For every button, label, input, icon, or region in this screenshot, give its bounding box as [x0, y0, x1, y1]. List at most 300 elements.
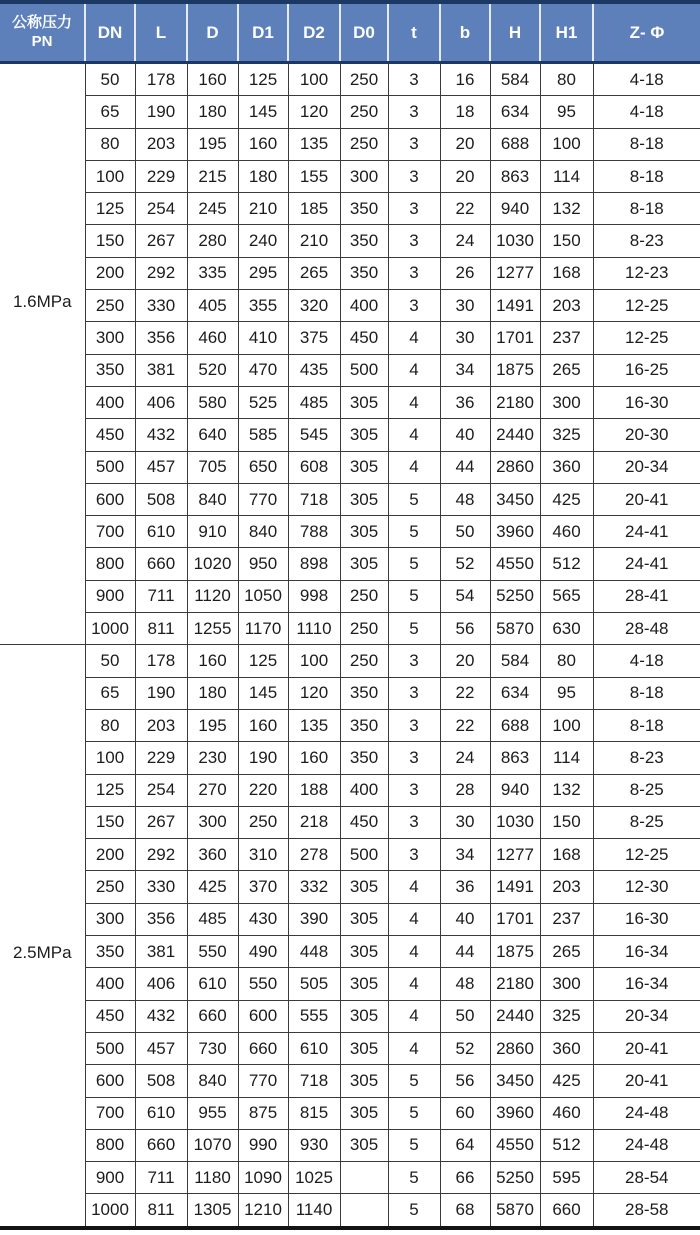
table-row [0, 1000, 700, 1032]
cell-l: 508 [135, 483, 187, 515]
cell-l: 660 [135, 548, 187, 580]
cell-d2: 120 [288, 677, 340, 709]
cell-d0: 305 [340, 968, 388, 1000]
cell-b: 52 [440, 1032, 490, 1064]
cell-t: 3 [388, 645, 440, 677]
cell-z-phi: 8-18 [593, 193, 700, 225]
cell-z-phi: 8-25 [593, 806, 700, 838]
table-row [0, 225, 700, 257]
cell-d1: 145 [238, 677, 288, 709]
cell-d0: 450 [340, 806, 388, 838]
cell-dn: 350 [85, 936, 135, 968]
cell-h: 3450 [490, 1065, 540, 1097]
cell-b: 34 [440, 839, 490, 871]
cell-t: 4 [388, 871, 440, 903]
header-row [0, 2, 700, 63]
cell-d2: 188 [288, 774, 340, 806]
header-d2: D2 [288, 2, 340, 63]
table-row [0, 548, 700, 580]
cell-h: 1491 [490, 871, 540, 903]
cell-d: 230 [187, 742, 238, 774]
cell-d: 215 [187, 160, 238, 192]
cell-b: 22 [440, 193, 490, 225]
cell-d: 1070 [187, 1129, 238, 1161]
cell-t: 4 [388, 936, 440, 968]
cell-h1: 425 [540, 483, 593, 515]
cell-d2: 278 [288, 839, 340, 871]
cell-d1: 160 [238, 128, 288, 160]
header-h1: H1 [540, 2, 593, 63]
cell-d0: 250 [340, 645, 388, 677]
cell-z-phi: 8-18 [593, 160, 700, 192]
cell-h1: 80 [540, 645, 593, 677]
cell-t: 3 [388, 160, 440, 192]
cell-b: 22 [440, 677, 490, 709]
cell-b: 22 [440, 709, 490, 741]
cell-l: 406 [135, 386, 187, 418]
cell-d: 180 [187, 677, 238, 709]
cell-l: 711 [135, 580, 187, 612]
cell-dn: 800 [85, 548, 135, 580]
table-row [0, 322, 700, 354]
cell-d1: 770 [238, 1065, 288, 1097]
table-row [0, 1129, 700, 1161]
cell-h1: 300 [540, 968, 593, 1000]
cell-dn: 350 [85, 354, 135, 386]
cell-h1: 325 [540, 1000, 593, 1032]
cell-d1: 125 [238, 63, 288, 96]
header-dn: DN [85, 2, 135, 63]
cell-l: 178 [135, 645, 187, 677]
cell-h1: 203 [540, 871, 593, 903]
cell-h: 1277 [490, 839, 540, 871]
table-row [0, 806, 700, 838]
cell-dn: 1000 [85, 613, 135, 645]
cell-z-phi: 24-48 [593, 1097, 700, 1129]
cell-d2: 100 [288, 645, 340, 677]
cell-h1: 100 [540, 709, 593, 741]
cell-d2: 448 [288, 936, 340, 968]
cell-z-phi: 20-30 [593, 419, 700, 451]
cell-d: 840 [187, 483, 238, 515]
cell-d1: 600 [238, 1000, 288, 1032]
cell-dn: 300 [85, 322, 135, 354]
cell-h1: 95 [540, 677, 593, 709]
cell-l: 356 [135, 322, 187, 354]
cell-z-phi: 28-54 [593, 1162, 700, 1194]
cell-d1: 210 [238, 193, 288, 225]
cell-d2: 218 [288, 806, 340, 838]
cell-d0: 305 [340, 548, 388, 580]
cell-d2: 505 [288, 968, 340, 1000]
cell-d0: 305 [340, 1000, 388, 1032]
cell-t: 3 [388, 742, 440, 774]
cell-h: 584 [490, 645, 540, 677]
cell-d1: 190 [238, 742, 288, 774]
table-row [0, 742, 700, 774]
cell-b: 44 [440, 451, 490, 483]
cell-dn: 200 [85, 839, 135, 871]
cell-h: 5870 [490, 1194, 540, 1228]
cell-d2: 1025 [288, 1162, 340, 1194]
header-h: H [490, 2, 540, 63]
section-label: 2.5MPa [12, 942, 72, 962]
cell-d2: 100 [288, 63, 340, 96]
cell-dn: 100 [85, 742, 135, 774]
cell-h1: 325 [540, 419, 593, 451]
table-row [0, 1097, 700, 1129]
cell-d2: 545 [288, 419, 340, 451]
cell-d: 840 [187, 1065, 238, 1097]
cell-dn: 65 [85, 677, 135, 709]
cell-t: 3 [388, 709, 440, 741]
cell-d1: 410 [238, 322, 288, 354]
cell-t: 3 [388, 290, 440, 322]
cell-d2: 320 [288, 290, 340, 322]
cell-d: 280 [187, 225, 238, 257]
cell-d1: 650 [238, 451, 288, 483]
cell-h: 1875 [490, 936, 540, 968]
cell-dn: 900 [85, 580, 135, 612]
table-row [0, 774, 700, 806]
cell-t: 3 [388, 839, 440, 871]
cell-d0: 350 [340, 742, 388, 774]
table-row [0, 936, 700, 968]
cell-h: 4550 [490, 1129, 540, 1161]
cell-d0: 305 [340, 451, 388, 483]
table-row [0, 96, 700, 128]
cell-dn: 450 [85, 419, 135, 451]
cell-z-phi: 12-25 [593, 322, 700, 354]
cell-h: 2180 [490, 968, 540, 1000]
cell-t: 3 [388, 774, 440, 806]
cell-h1: 300 [540, 386, 593, 418]
cell-h1: 460 [540, 1097, 593, 1129]
cell-b: 18 [440, 96, 490, 128]
table-row [0, 419, 700, 451]
cell-d0: 350 [340, 193, 388, 225]
table-row [0, 193, 700, 225]
cell-h1: 512 [540, 1129, 593, 1161]
cell-dn: 125 [85, 193, 135, 225]
cell-l: 178 [135, 63, 187, 96]
cell-b: 24 [440, 225, 490, 257]
cell-d: 360 [187, 839, 238, 871]
cell-d: 640 [187, 419, 238, 451]
cell-l: 254 [135, 193, 187, 225]
cell-t: 5 [388, 580, 440, 612]
cell-b: 26 [440, 257, 490, 289]
cell-t: 3 [388, 193, 440, 225]
cell-z-phi: 4-18 [593, 63, 700, 96]
cell-dn: 250 [85, 871, 135, 903]
cell-d0: 500 [340, 839, 388, 871]
cell-b: 36 [440, 871, 490, 903]
cell-d2: 210 [288, 225, 340, 257]
cell-z-phi: 28-48 [593, 613, 700, 645]
cell-d: 335 [187, 257, 238, 289]
cell-b: 16 [440, 63, 490, 96]
cell-dn: 600 [85, 1065, 135, 1097]
cell-d1: 1210 [238, 1194, 288, 1228]
cell-l: 406 [135, 968, 187, 1000]
cell-z-phi: 28-41 [593, 580, 700, 612]
cell-b: 66 [440, 1162, 490, 1194]
cell-d1: 370 [238, 871, 288, 903]
cell-b: 48 [440, 483, 490, 515]
cell-b: 30 [440, 322, 490, 354]
cell-d1: 585 [238, 419, 288, 451]
cell-z-phi: 24-41 [593, 516, 700, 548]
cell-b: 20 [440, 160, 490, 192]
cell-dn: 50 [85, 645, 135, 677]
cell-h1: 95 [540, 96, 593, 128]
cell-d1: 875 [238, 1097, 288, 1129]
cell-d0: 350 [340, 677, 388, 709]
cell-l: 457 [135, 1032, 187, 1064]
cell-d: 730 [187, 1032, 238, 1064]
section-label-cell [0, 63, 85, 645]
cell-l: 229 [135, 160, 187, 192]
cell-b: 54 [440, 580, 490, 612]
cell-h1: 114 [540, 742, 593, 774]
cell-l: 432 [135, 1000, 187, 1032]
cell-d0: 305 [340, 1129, 388, 1161]
cell-h1: 512 [540, 548, 593, 580]
cell-l: 267 [135, 225, 187, 257]
cell-d2: 135 [288, 128, 340, 160]
cell-t: 4 [388, 322, 440, 354]
cell-d0: 400 [340, 290, 388, 322]
cell-d0: 305 [340, 1032, 388, 1064]
cell-d0 [340, 1162, 388, 1194]
cell-b: 28 [440, 774, 490, 806]
cell-z-phi: 8-18 [593, 709, 700, 741]
cell-h1: 660 [540, 1194, 593, 1228]
cell-d0: 350 [340, 257, 388, 289]
cell-z-phi: 24-48 [593, 1129, 700, 1161]
cell-z-phi: 4-18 [593, 96, 700, 128]
cell-d: 910 [187, 516, 238, 548]
cell-l: 711 [135, 1162, 187, 1194]
cell-h1: 114 [540, 160, 593, 192]
cell-dn: 50 [85, 63, 135, 96]
cell-b: 40 [440, 419, 490, 451]
table-body [0, 63, 700, 1228]
cell-dn: 250 [85, 290, 135, 322]
cell-h: 5250 [490, 580, 540, 612]
cell-h1: 237 [540, 903, 593, 935]
table-row [0, 1065, 700, 1097]
cell-z-phi: 16-30 [593, 903, 700, 935]
table-row [0, 354, 700, 386]
cell-t: 4 [388, 1000, 440, 1032]
cell-d1: 470 [238, 354, 288, 386]
table-row [0, 580, 700, 612]
cell-h1: 360 [540, 1032, 593, 1064]
cell-d0: 250 [340, 63, 388, 96]
cell-t: 5 [388, 548, 440, 580]
cell-d: 610 [187, 968, 238, 1000]
table-row [0, 871, 700, 903]
cell-l: 330 [135, 290, 187, 322]
cell-dn: 500 [85, 451, 135, 483]
cell-h: 2860 [490, 451, 540, 483]
table-row [0, 63, 700, 96]
cell-dn: 400 [85, 386, 135, 418]
cell-z-phi: 12-25 [593, 290, 700, 322]
cell-h1: 132 [540, 774, 593, 806]
cell-l: 356 [135, 903, 187, 935]
cell-d2: 815 [288, 1097, 340, 1129]
cell-z-phi: 12-30 [593, 871, 700, 903]
cell-b: 34 [440, 354, 490, 386]
cell-d2: 265 [288, 257, 340, 289]
cell-dn: 150 [85, 225, 135, 257]
cell-d: 580 [187, 386, 238, 418]
cell-l: 381 [135, 936, 187, 968]
header-t: t [388, 2, 440, 63]
cell-d: 1305 [187, 1194, 238, 1228]
cell-l: 508 [135, 1065, 187, 1097]
cell-z-phi: 8-23 [593, 225, 700, 257]
table-row [0, 613, 700, 645]
cell-d2: 120 [288, 96, 340, 128]
cell-b: 44 [440, 936, 490, 968]
cell-d1: 250 [238, 806, 288, 838]
header-pn-line1: 公称压力 [11, 13, 72, 31]
cell-h1: 150 [540, 806, 593, 838]
cell-d0: 250 [340, 580, 388, 612]
table-row [0, 677, 700, 709]
cell-t: 3 [388, 128, 440, 160]
cell-dn: 500 [85, 1032, 135, 1064]
header-b: b [440, 2, 490, 63]
cell-h1: 460 [540, 516, 593, 548]
cell-d: 1020 [187, 548, 238, 580]
cell-h1: 265 [540, 354, 593, 386]
cell-h: 940 [490, 774, 540, 806]
cell-l: 381 [135, 354, 187, 386]
table-row [0, 451, 700, 483]
cell-t: 4 [388, 354, 440, 386]
cell-dn: 80 [85, 709, 135, 741]
cell-b: 50 [440, 1000, 490, 1032]
table-row [0, 1194, 700, 1228]
cell-l: 254 [135, 774, 187, 806]
cell-dn: 200 [85, 257, 135, 289]
cell-d2: 185 [288, 193, 340, 225]
cell-z-phi: 20-34 [593, 451, 700, 483]
cell-t: 4 [388, 903, 440, 935]
cell-l: 432 [135, 419, 187, 451]
cell-b: 68 [440, 1194, 490, 1228]
cell-l: 203 [135, 128, 187, 160]
cell-h: 1491 [490, 290, 540, 322]
cell-l: 292 [135, 257, 187, 289]
cell-l: 229 [135, 742, 187, 774]
cell-d2: 718 [288, 1065, 340, 1097]
header-nominal-pressure [0, 2, 85, 63]
cell-t: 5 [388, 1097, 440, 1129]
cell-h1: 168 [540, 839, 593, 871]
cell-b: 20 [440, 645, 490, 677]
cell-l: 811 [135, 1194, 187, 1228]
cell-d1: 1090 [238, 1162, 288, 1194]
cell-z-phi: 12-25 [593, 839, 700, 871]
cell-d1: 770 [238, 483, 288, 515]
cell-d0: 350 [340, 225, 388, 257]
cell-d0: 350 [340, 709, 388, 741]
cell-h: 1030 [490, 806, 540, 838]
cell-h: 1030 [490, 225, 540, 257]
cell-d: 1255 [187, 613, 238, 645]
cell-dn: 1000 [85, 1194, 135, 1228]
cell-d: 160 [187, 645, 238, 677]
table-row [0, 709, 700, 741]
cell-d2: 998 [288, 580, 340, 612]
cell-h: 2440 [490, 419, 540, 451]
cell-t: 3 [388, 63, 440, 96]
cell-b: 50 [440, 516, 490, 548]
cell-d0: 400 [340, 774, 388, 806]
cell-d2: 332 [288, 871, 340, 903]
cell-d0: 305 [340, 936, 388, 968]
cell-t: 5 [388, 483, 440, 515]
cell-h: 688 [490, 709, 540, 741]
cell-h: 863 [490, 160, 540, 192]
cell-h1: 132 [540, 193, 593, 225]
cell-d0: 305 [340, 1065, 388, 1097]
cell-d2: 608 [288, 451, 340, 483]
cell-h1: 150 [540, 225, 593, 257]
table-row [0, 516, 700, 548]
cell-d: 955 [187, 1097, 238, 1129]
cell-d: 425 [187, 871, 238, 903]
cell-d0: 250 [340, 128, 388, 160]
cell-dn: 80 [85, 128, 135, 160]
cell-d: 485 [187, 903, 238, 935]
cell-l: 292 [135, 839, 187, 871]
cell-dn: 150 [85, 806, 135, 838]
cell-d1: 950 [238, 548, 288, 580]
cell-d: 705 [187, 451, 238, 483]
cell-d1: 295 [238, 257, 288, 289]
cell-z-phi: 20-41 [593, 1065, 700, 1097]
cell-h: 634 [490, 677, 540, 709]
cell-t: 3 [388, 96, 440, 128]
cell-l: 190 [135, 96, 187, 128]
cell-h: 4550 [490, 548, 540, 580]
cell-d1: 1170 [238, 613, 288, 645]
cell-d0 [340, 1194, 388, 1228]
table-row [0, 483, 700, 515]
cell-d0: 450 [340, 322, 388, 354]
cell-d: 160 [187, 63, 238, 96]
cell-l: 811 [135, 613, 187, 645]
cell-b: 56 [440, 1065, 490, 1097]
cell-dn: 600 [85, 483, 135, 515]
cell-d1: 220 [238, 774, 288, 806]
cell-d2: 160 [288, 742, 340, 774]
cell-h: 584 [490, 63, 540, 96]
cell-b: 30 [440, 806, 490, 838]
table-row [0, 386, 700, 418]
cell-d2: 435 [288, 354, 340, 386]
cell-d: 270 [187, 774, 238, 806]
cell-h: 634 [490, 96, 540, 128]
cell-d2: 930 [288, 1129, 340, 1161]
